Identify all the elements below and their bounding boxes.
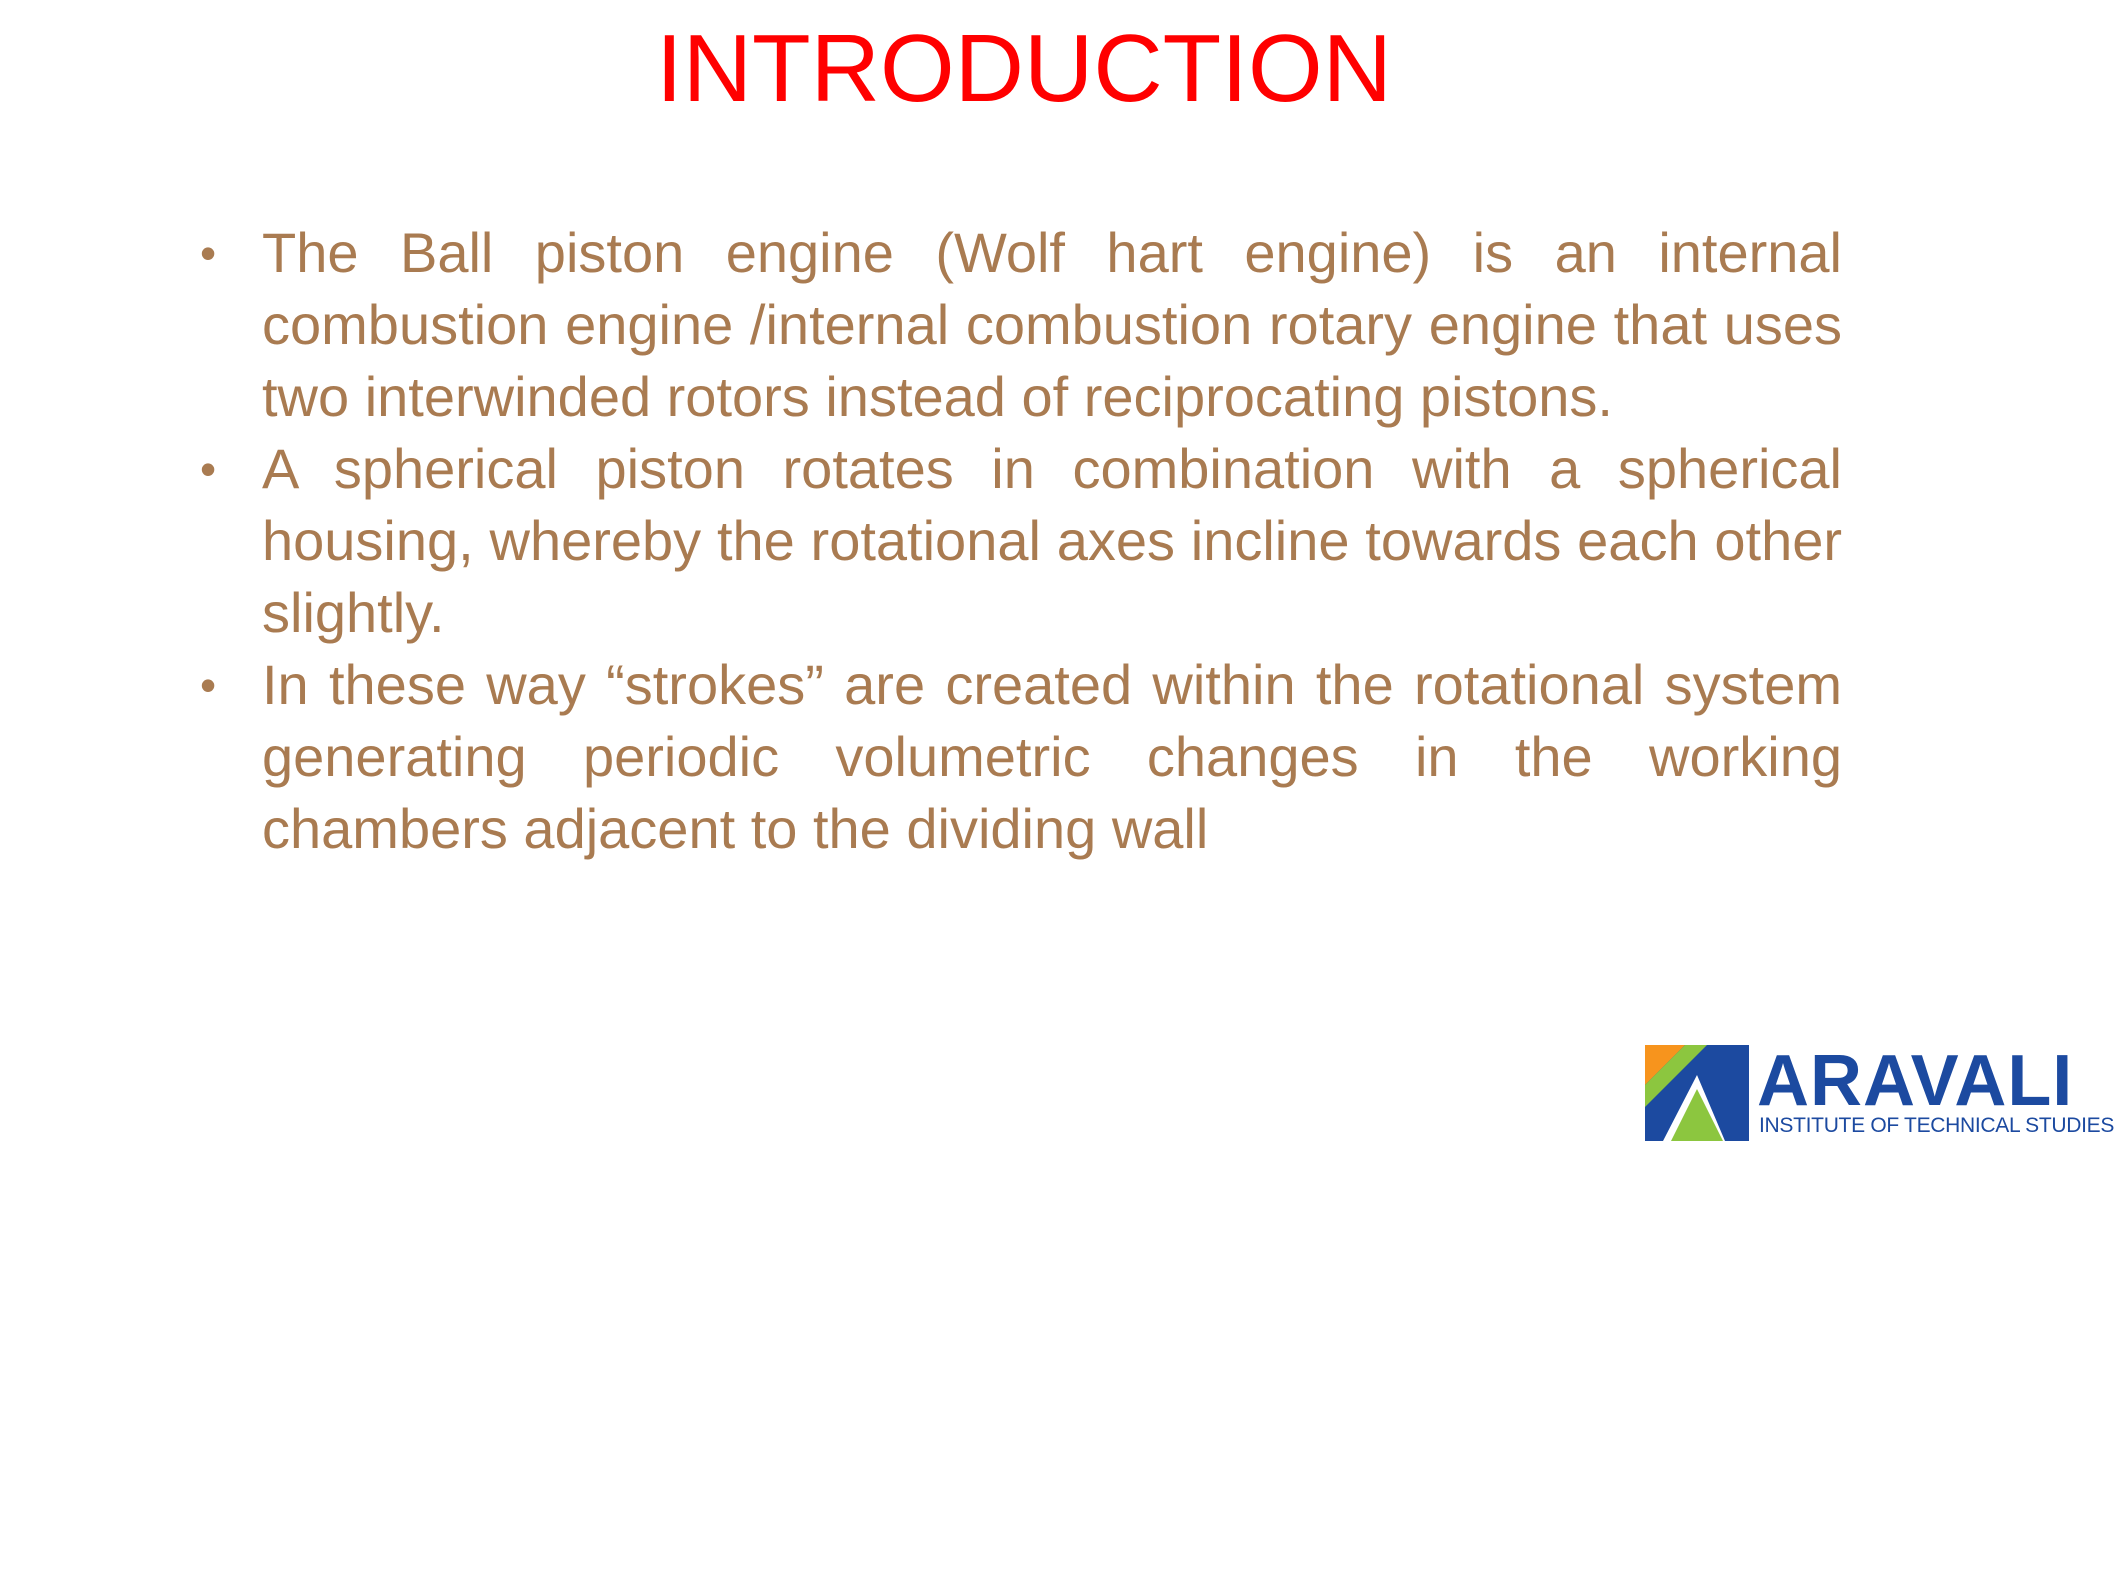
aravali-logo bbox=[1645, 1041, 2114, 1141]
aravali-mountain-icon bbox=[1645, 1045, 1749, 1141]
bullet-marker: • bbox=[200, 227, 217, 279]
logo-subtitle: INSTITUTE OF TECHNICAL STUDIES bbox=[1759, 1114, 2114, 1137]
bullet-text: The Ball piston engine (Wolf hart engine) is an internal combustion engine /internal combustion rotary engine that uses two interwinded rotors instead of reciprocating pistons. bbox=[262, 221, 1842, 428]
bullet-marker: • bbox=[200, 443, 217, 495]
bullet-item bbox=[200, 217, 1842, 433]
bullet-item bbox=[200, 433, 1842, 649]
logo-name: ARAVALI bbox=[1757, 1041, 2074, 1121]
slide-title: INTRODUCTION bbox=[656, 15, 1392, 122]
bullet-marker: • bbox=[200, 659, 217, 711]
bullet-item bbox=[200, 649, 1842, 865]
bullet-text: A spherical piston rotates in combination with a spherical housing, whereby the rotational axes incline towards each other slightly. bbox=[262, 437, 1842, 644]
bullet-text: In these way “strokes” are created within the rotational system generating periodic volumetric changes in the working chambers adjacent to the dividing wall bbox=[262, 653, 1842, 860]
bullet-list bbox=[200, 217, 1842, 865]
